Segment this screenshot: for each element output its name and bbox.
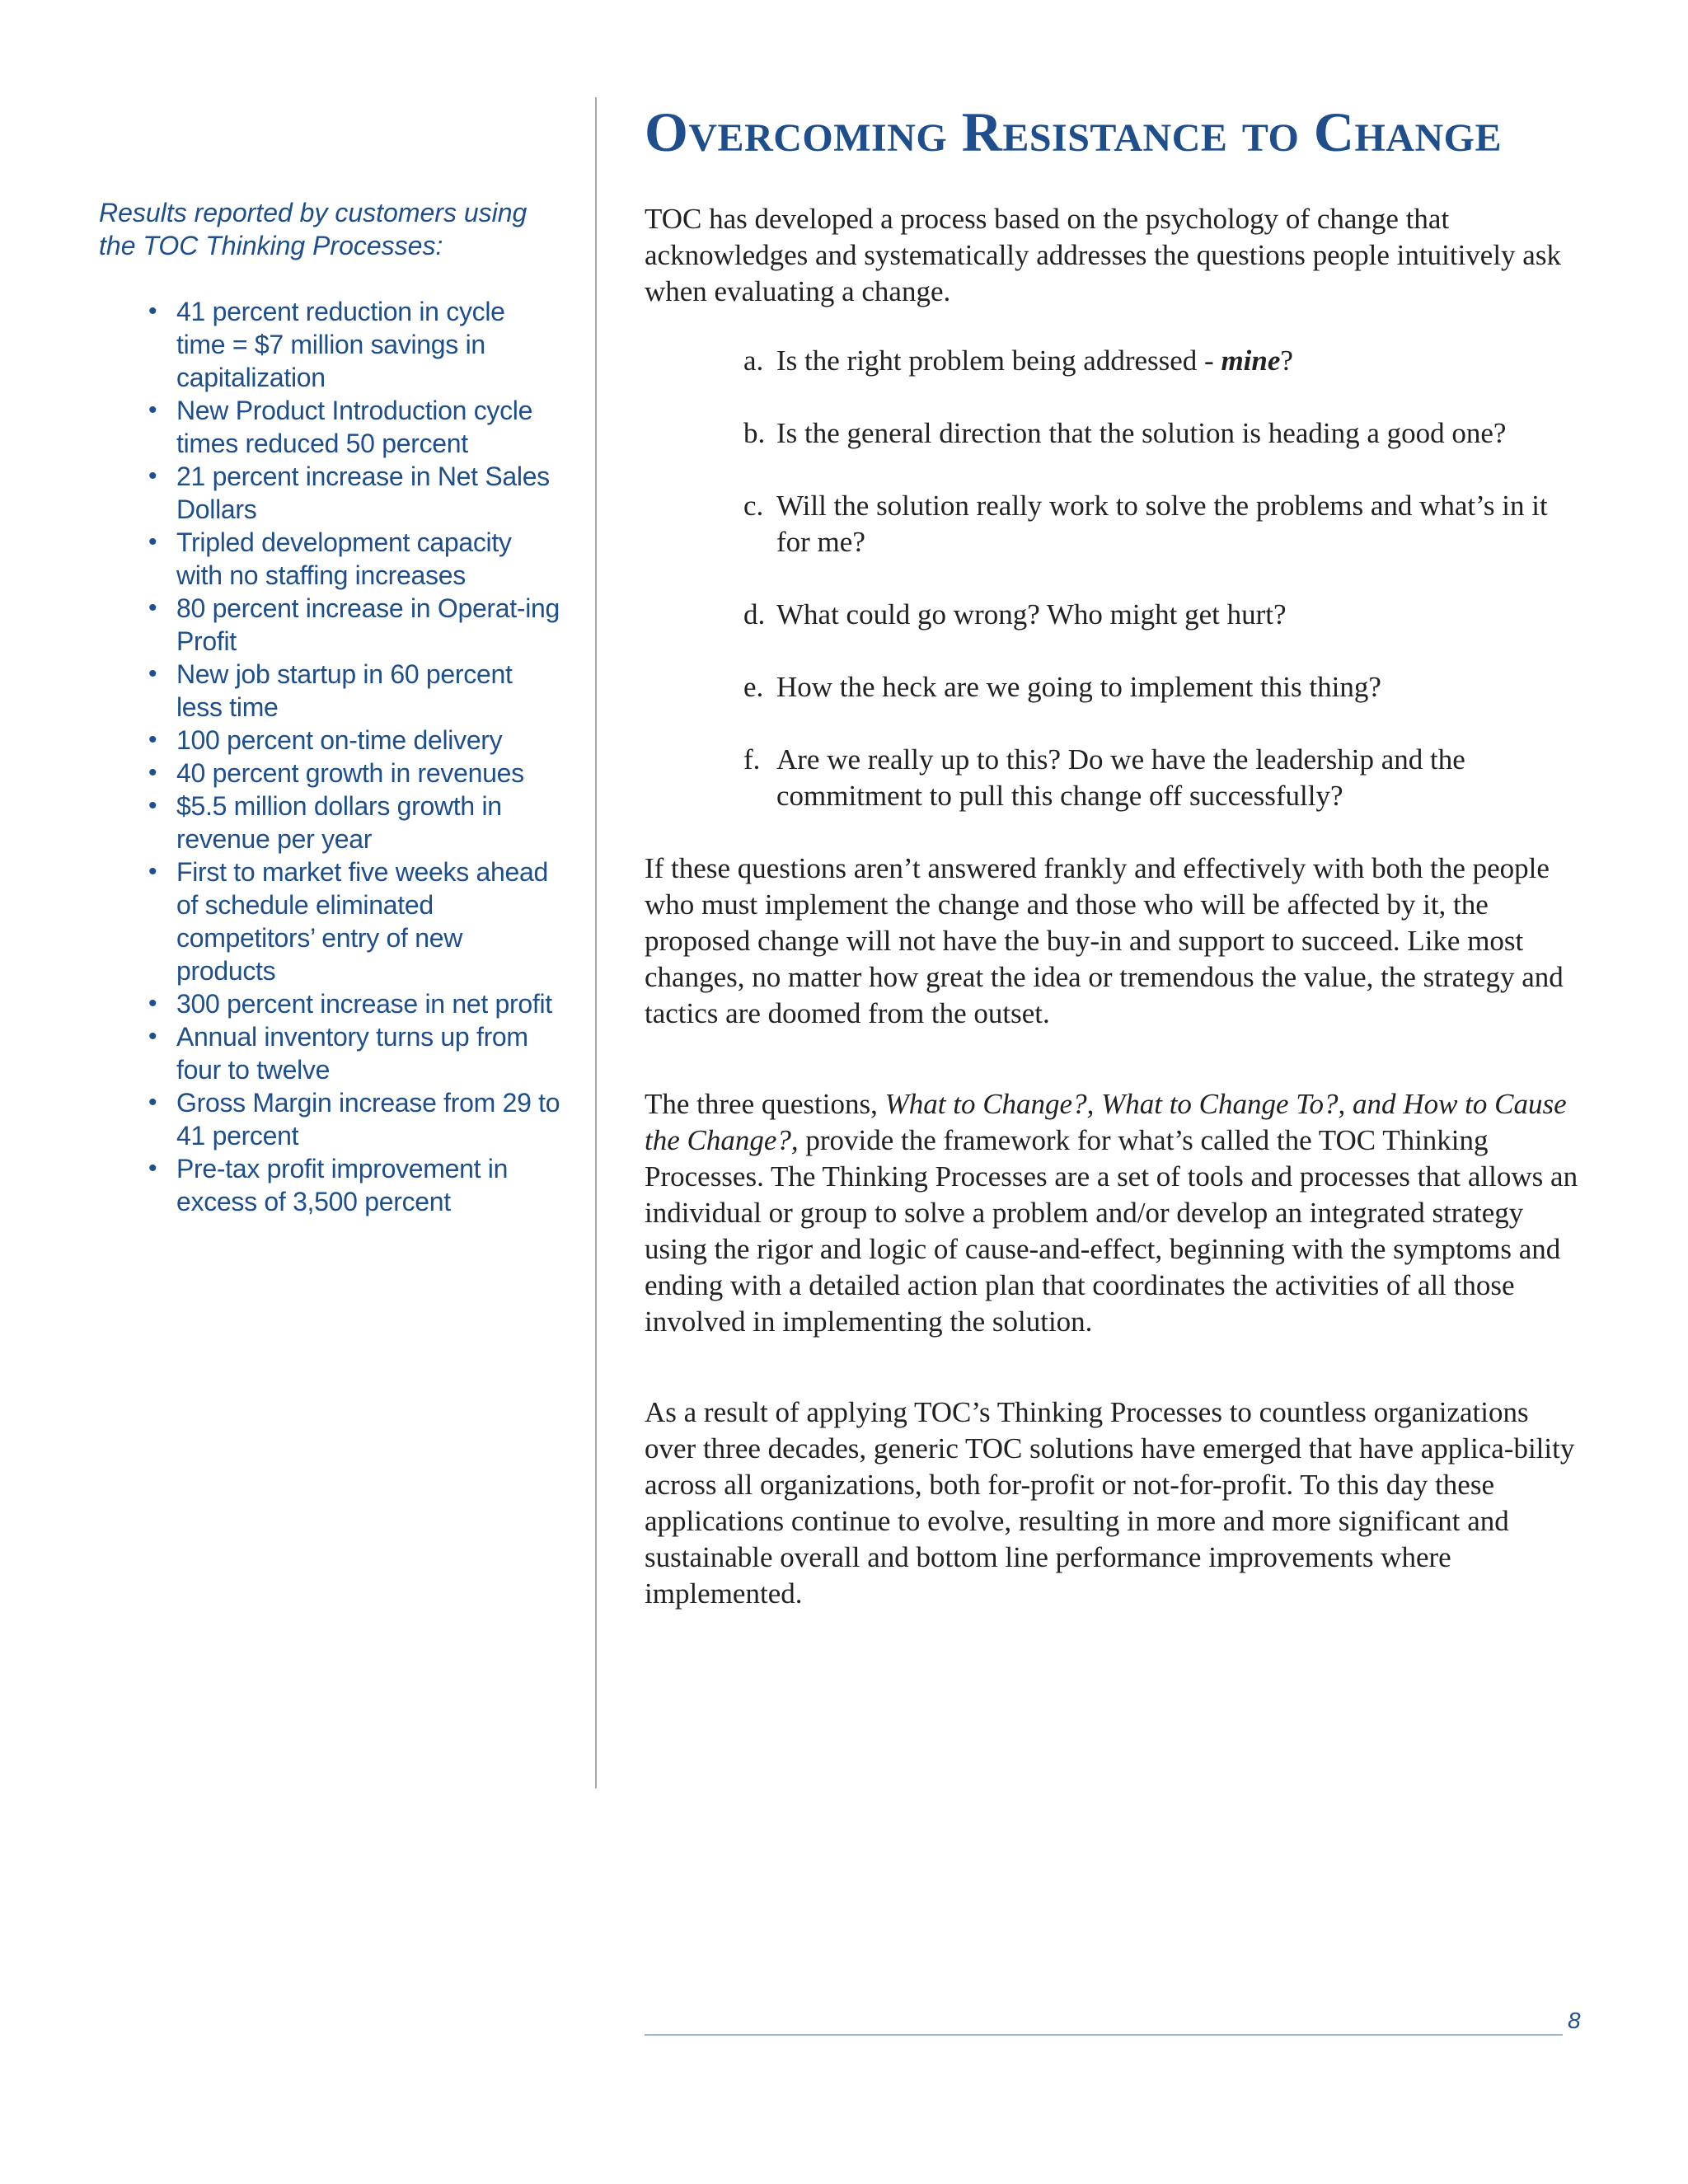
bullet-icon: • <box>148 792 157 819</box>
result-text: Pre-tax profit improvement in excess of 3,500 percent <box>176 1154 509 1216</box>
bullet-icon: • <box>148 726 157 753</box>
question-letter: b. <box>743 417 766 449</box>
results-list <box>99 295 560 1218</box>
list-item <box>148 592 560 658</box>
result-text: 21 percent increase in Net Sales Dollars <box>176 462 550 524</box>
question-text: Is the right problem being addressed - <box>776 344 1221 377</box>
list-item <box>148 987 560 1020</box>
result-text: 41 percent reduction in cycle time = $7 million savings in capitalization <box>176 297 505 392</box>
paragraph-3-questions: What to Change?, What to Change To?, and How to Cause the Change?, <box>645 1088 1567 1156</box>
question-text: Are we really up to this? Do we have the leadership and the commitment to pull this change off successfully? <box>776 743 1465 812</box>
paragraph-4: As a result of applying TOC’s Thinking Processes to countless organizations over three decades, generic TOC solutions have emerged that have applica-bility across all organizations, both for-profit or not-for-profit. To this day these applications continue to evolve, resulting in more and more significant and sustainable overall and bottom line performance improvements where implemented. <box>645 1396 1575 1610</box>
page-title: Overcoming Resistance to Change <box>645 101 1502 163</box>
paragraph-3-rest: provide the framework for what’s called the TOC Thinking Processes. The Thinking Processes are a set of tools and processes that allows an individual or group to solve a problem and/or develop an integrated strategy using the rigor and logic of cause-and-effect, beginning with the symptoms and ending with a detailed action plan that coordinates the activities of all those involved in implementing the solution. <box>645 1124 1578 1338</box>
question-letter: f. <box>743 743 761 776</box>
list-item <box>148 394 560 460</box>
list-item <box>148 1020 560 1086</box>
paragraph-3 <box>645 1086 1584 1340</box>
result-text: 300 percent increase in net profit <box>176 989 552 1019</box>
list-item <box>148 1086 560 1152</box>
bullet-icon: • <box>148 858 157 885</box>
sidebar-heading-line2: the TOC Thinking Processes: <box>99 231 443 260</box>
question-suffix: ? <box>1280 344 1293 377</box>
footer-rule <box>645 2034 1563 2036</box>
result-text: 100 percent on-time delivery <box>176 725 503 755</box>
bullet-icon: • <box>148 759 157 786</box>
bullet-icon: • <box>148 990 157 1017</box>
result-text: Tripled development capacity with no staffing increases <box>176 527 512 590</box>
bullet-icon: • <box>148 1023 157 1050</box>
result-text: First to market five weeks ahead of schedule eliminated competitors’ entry of new products <box>176 857 549 986</box>
results-sidebar <box>99 196 560 1218</box>
bullet-icon: • <box>148 396 157 424</box>
list-item <box>148 757 560 790</box>
question-item <box>645 343 1584 379</box>
list-item <box>148 790 560 855</box>
main-content <box>645 99 1584 1612</box>
page-number: 8 <box>1568 2008 1581 2033</box>
list-item <box>148 724 560 757</box>
question-letter: c. <box>743 490 764 522</box>
list-item <box>148 295 560 394</box>
question-item <box>645 669 1584 705</box>
sidebar-heading-line1: Results reported by customers using <box>99 198 528 227</box>
sidebar-heading <box>99 196 560 262</box>
paragraph-3-start: The three questions, <box>645 1088 885 1120</box>
result-text: Annual inventory turns up from four to twelve <box>176 1022 528 1085</box>
paragraph-2: If these questions aren’t answered frankly and effectively with both the people who must implement the change and those who will be affected by it, the proposed change will not have the buy-in and support to succeed. Like most changes, no matter how great the idea or tremendous the value, the strategy and tactics are doomed from the outset. <box>645 852 1564 1029</box>
result-text: New job startup in 60 percent less time <box>176 659 513 722</box>
question-letter: d. <box>743 598 766 630</box>
list-item <box>148 1152 560 1218</box>
question-item <box>645 415 1584 452</box>
result-text: 80 percent increase in Operat-ing Profit <box>176 593 560 656</box>
question-text: How the heck are we going to implement this thing? <box>776 671 1381 703</box>
result-text: 40 percent growth in revenues <box>176 758 524 788</box>
result-text: Gross Margin increase from 29 to 41 percent <box>176 1088 560 1151</box>
list-item <box>148 526 560 592</box>
list-item <box>148 855 560 987</box>
bullet-icon: • <box>148 528 157 555</box>
question-text: Is the general direction that the solution is heading a good one? <box>776 417 1507 449</box>
bullet-icon: • <box>148 1155 157 1182</box>
bullet-icon: • <box>148 594 157 621</box>
list-item <box>148 658 560 724</box>
bullet-icon: • <box>148 660 157 687</box>
question-text: Will the solution really work to solve the problems and what’s in it for me? <box>776 490 1548 558</box>
question-item <box>645 742 1584 814</box>
column-divider <box>595 97 597 1788</box>
questions-list <box>645 343 1584 814</box>
list-item <box>148 460 560 526</box>
result-text: $5.5 million dollars growth in revenue per year <box>176 791 502 854</box>
intro-paragraph: TOC has developed a process based on the psychology of change that acknowledges and systematically addresses the questions people intuitively ask when evaluating a change. <box>645 203 1561 307</box>
result-text: New Product Introduction cycle times reduced 50 percent <box>176 396 533 458</box>
question-text: What could go wrong? Who might get hurt? <box>776 598 1287 630</box>
question-emphasis: mine <box>1221 344 1281 377</box>
question-letter: a. <box>743 344 764 377</box>
bullet-icon: • <box>148 462 157 490</box>
bullet-icon: • <box>148 1089 157 1116</box>
question-item <box>645 488 1584 560</box>
question-item <box>645 597 1584 633</box>
bullet-icon: • <box>148 298 157 325</box>
question-letter: e. <box>743 671 764 703</box>
